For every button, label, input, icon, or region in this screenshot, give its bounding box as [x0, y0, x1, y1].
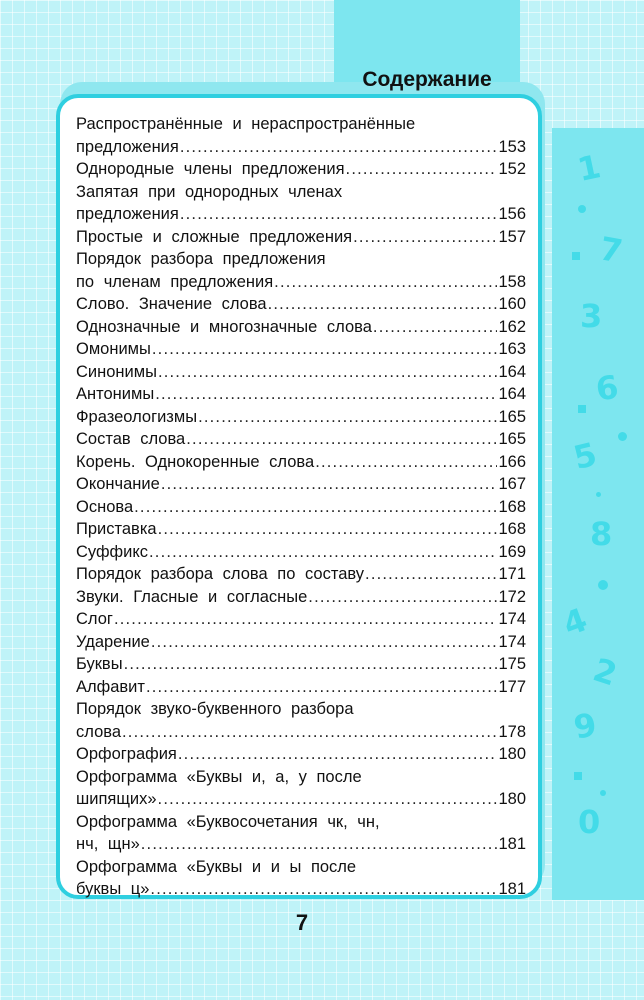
toc-entry [76, 676, 526, 699]
toc-entry [76, 248, 526, 293]
dot-leader [186, 428, 497, 451]
toc-row [76, 361, 526, 384]
toc-entry-title: Суффикс [76, 542, 149, 561]
toc-row-continued [76, 811, 526, 834]
toc-entry [76, 113, 526, 158]
toc-entry-title: Фразеологизмы [76, 407, 198, 426]
decor-square [578, 405, 586, 413]
toc-entry [76, 406, 526, 429]
toc-row [76, 316, 526, 339]
toc-entry-title: Звуки. Гласные и согласные [76, 587, 308, 606]
dot-leader [150, 878, 497, 901]
dot-leader [124, 653, 498, 676]
toc-page-number: 177 [498, 677, 526, 696]
toc-entry-title: нч, щн» [76, 835, 140, 853]
toc-row [76, 518, 526, 541]
toc-row [76, 586, 526, 609]
toc-entry-title: Запятая при однородных членах [76, 182, 343, 201]
toc-entry [76, 586, 526, 609]
toc-entry-title: предложения [76, 137, 179, 156]
toc-row [76, 338, 526, 361]
toc-entry [76, 631, 526, 654]
toc-row [76, 563, 526, 586]
dot-leader [268, 293, 498, 316]
toc-row-continued [76, 181, 526, 204]
toc-entry-title: Однородные члены предложения [76, 160, 345, 178]
decor-digit: 6 [593, 367, 621, 409]
toc-entry [76, 181, 526, 226]
toc-page-number: 174 [498, 632, 526, 651]
toc-entry-title: Омонимы [76, 340, 151, 358]
dot-leader [365, 563, 497, 586]
dot-leader [146, 676, 498, 699]
toc-entry [76, 743, 526, 766]
toc-page-number: 163 [498, 340, 526, 358]
toc-row-continued [76, 766, 526, 789]
table-of-contents [76, 113, 526, 901]
toc-page-number: 166 [498, 452, 526, 471]
toc-page-number: 158 [498, 272, 526, 291]
toc-entry-title: Орфограмма «Буквосочетания чк, чн, [76, 812, 380, 831]
toc-entry-title: Ударение [76, 632, 150, 651]
toc-page-number: 152 [498, 160, 526, 178]
toc-row [76, 203, 526, 226]
toc-page-number: 164 [498, 385, 526, 403]
decor-square [574, 772, 582, 780]
page-title: Содержание [362, 68, 492, 91]
dot-leader [158, 361, 498, 384]
toc-row [76, 721, 526, 744]
toc-entry [76, 766, 526, 811]
toc-entry [76, 226, 526, 249]
toc-entry [76, 856, 526, 901]
toc-entry-title: Приставка [76, 520, 157, 538]
toc-entry-title: Алфавит [76, 677, 145, 696]
decor-dot [600, 790, 606, 796]
toc-row-continued [76, 856, 526, 879]
toc-entry-title: Состав слова [76, 430, 186, 448]
decor-square [572, 252, 580, 260]
toc-entry [76, 698, 526, 743]
toc-entry [76, 608, 526, 631]
toc-page-number: 180 [498, 745, 526, 763]
toc-entry [76, 158, 526, 181]
dot-leader [161, 473, 498, 496]
toc-entry [76, 563, 526, 586]
toc-entry-title: Синонимы [76, 362, 157, 381]
decor-dot [596, 492, 601, 497]
toc-row [76, 631, 526, 654]
toc-entry-title: буквы ц» [76, 880, 150, 898]
toc-entry-title: Орфограмма «Буквы и и ы после [76, 857, 357, 876]
toc-entry-title: Орфограмма «Буквы и, а, у после [76, 767, 362, 786]
toc-entry-title: Слово. Значение слова [76, 295, 267, 313]
toc-page-number: 174 [498, 610, 526, 628]
toc-row [76, 541, 526, 564]
toc-page-number: 157 [498, 227, 526, 246]
toc-row-continued [76, 698, 526, 721]
toc-page-number: 165 [498, 407, 526, 426]
toc-entry [76, 473, 526, 496]
toc-entry-title: предложения [76, 205, 179, 223]
toc-page-number: 180 [498, 790, 526, 808]
toc-row [76, 383, 526, 406]
toc-row [76, 833, 526, 856]
toc-row-continued [76, 248, 526, 271]
decor-digit: 0 [578, 803, 601, 841]
dot-leader [180, 203, 498, 226]
toc-row [76, 473, 526, 496]
toc-entry-title: Основа [76, 497, 134, 516]
toc-entry [76, 496, 526, 519]
toc-row [76, 743, 526, 766]
toc-page-number: 156 [498, 205, 526, 223]
toc-entry-title: Орфография [76, 745, 177, 763]
decor-digit: 7 [596, 229, 626, 271]
decor-digit: 3 [580, 297, 603, 335]
decor-digit: 5 [569, 434, 601, 478]
dot-leader [158, 788, 498, 811]
dot-leader [373, 316, 498, 339]
dot-leader [180, 136, 498, 159]
toc-entry-title: Порядок разбора предложения [76, 250, 326, 268]
toc-entry [76, 383, 526, 406]
decor-dot [598, 580, 608, 590]
toc-entry [76, 653, 526, 676]
toc-entry-title: Слог [76, 610, 113, 628]
decor-digit: 4 [558, 600, 593, 644]
dot-leader [274, 271, 497, 294]
toc-row [76, 136, 526, 159]
dot-leader [353, 226, 497, 249]
toc-entry-title: Буквы [76, 655, 123, 673]
toc-row [76, 226, 526, 249]
toc-page-number: 171 [498, 565, 526, 583]
toc-row [76, 653, 526, 676]
toc-page-number: 153 [498, 137, 526, 156]
toc-row [76, 451, 526, 474]
dot-leader [141, 833, 498, 856]
toc-page-number: 167 [498, 475, 526, 493]
toc-page-number: 168 [498, 497, 526, 516]
toc-entry-title: по членам предложения [76, 272, 274, 291]
toc-row [76, 428, 526, 451]
dot-leader [308, 586, 497, 609]
dot-leader [134, 496, 497, 519]
toc-entry-title: слова [76, 722, 121, 741]
toc-page-number: 169 [498, 542, 526, 561]
toc-entry [76, 451, 526, 474]
toc-entry-title: Простые и сложные предложения [76, 227, 353, 246]
toc-page-number: 178 [498, 722, 526, 741]
page-number: 7 [295, 910, 309, 935]
toc-page-number: 165 [498, 430, 526, 448]
toc-entry-title: Корень. Однокоренные слова [76, 452, 315, 471]
toc-page-number: 181 [498, 835, 526, 853]
decor-digit: 9 [570, 705, 600, 747]
toc-row [76, 271, 526, 294]
toc-page-number: 181 [498, 880, 526, 898]
toc-page-number: 160 [498, 295, 526, 313]
toc-page-number: 168 [498, 520, 526, 538]
side-strip [552, 128, 644, 900]
dot-leader [122, 721, 497, 744]
toc-row [76, 676, 526, 699]
toc-row [76, 406, 526, 429]
toc-page-number: 162 [498, 317, 526, 336]
dot-leader [158, 518, 498, 541]
toc-entry [76, 518, 526, 541]
toc-entry-title: Однозначные и многозначные слова [76, 317, 372, 336]
toc-row-continued [76, 113, 526, 136]
toc-page-number: 172 [498, 587, 526, 606]
toc-page-number: 175 [498, 655, 526, 673]
toc-entry [76, 293, 526, 316]
toc-row [76, 788, 526, 811]
toc-page-number: 164 [498, 362, 526, 381]
decor-dot [618, 432, 627, 441]
decor-digit: 1 [574, 147, 604, 189]
dot-leader [346, 158, 498, 181]
toc-row [76, 496, 526, 519]
toc-row [76, 878, 526, 901]
toc-entry-title: Порядок разбора слова по составу [76, 565, 365, 583]
dot-leader [152, 338, 498, 361]
toc-entry-title: Порядок звуко-буквенного разбора [76, 700, 354, 718]
toc-entry-title: Окончание [76, 475, 160, 493]
toc-entry-title: Антонимы [76, 385, 155, 403]
toc-row [76, 608, 526, 631]
toc-entry [76, 361, 526, 384]
toc-entry-title: шипящих» [76, 790, 157, 808]
toc-entry [76, 811, 526, 856]
decor-dot [578, 205, 586, 213]
dot-leader [114, 608, 498, 631]
dot-leader [198, 406, 497, 429]
decor-digit: 8 [590, 515, 613, 553]
dot-leader [151, 631, 498, 654]
dot-leader [178, 743, 498, 766]
decor-digit: 2 [588, 650, 622, 694]
dot-leader [149, 541, 497, 564]
toc-row [76, 158, 526, 181]
toc-entry [76, 316, 526, 339]
toc-entry [76, 428, 526, 451]
dot-leader [315, 451, 497, 474]
toc-entry [76, 338, 526, 361]
toc-entry [76, 541, 526, 564]
toc-row [76, 293, 526, 316]
dot-leader [155, 383, 497, 406]
toc-entry-title: Распространённые и нераспространённые [76, 115, 416, 133]
